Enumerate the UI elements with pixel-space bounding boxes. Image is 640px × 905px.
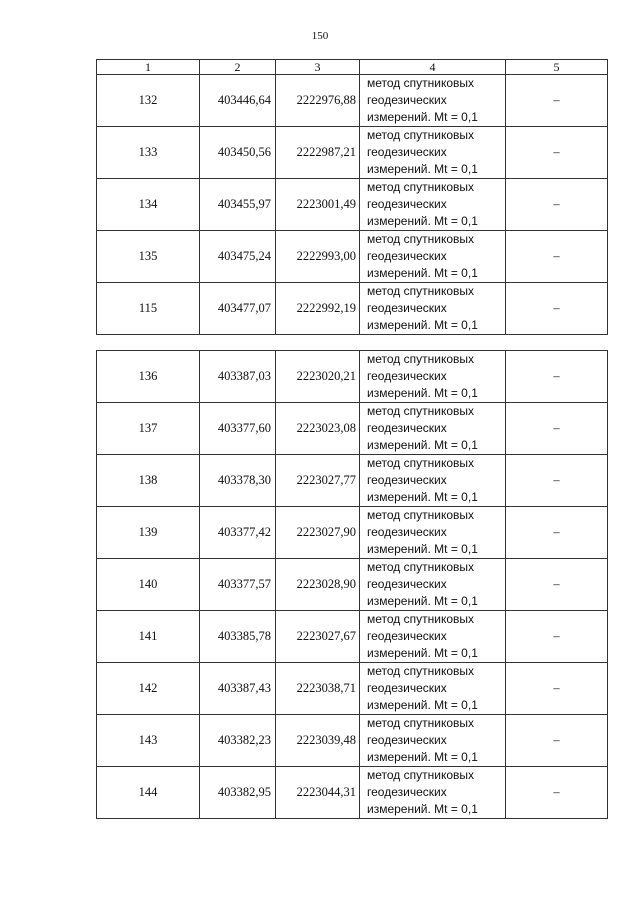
method-line: метод спутниковых (367, 180, 475, 194)
method-line: измерений. Mt = 0,1 (367, 438, 478, 452)
method-line: метод спутниковых (367, 284, 475, 298)
method-line: измерений. Mt = 0,1 (367, 594, 478, 608)
point-number-cell: 139 (97, 507, 200, 559)
method-line: метод спутниковых (367, 352, 475, 366)
method-line: метод спутниковых (367, 560, 475, 574)
method-line: метод спутниковых (367, 664, 475, 678)
method-cell (360, 283, 506, 335)
table-row (97, 559, 608, 611)
x-coordinate-cell: 403387,43 (200, 663, 276, 715)
header-col-3: 3 (276, 60, 360, 75)
page-number: 150 (311, 30, 329, 42)
dash-mark: – (553, 629, 560, 643)
table-row (97, 231, 608, 283)
dash-mark: – (553, 145, 560, 159)
x-coordinate-cell: 403446,64 (200, 75, 276, 127)
method-line: геодезических (367, 577, 447, 591)
method-line: геодезических (367, 681, 447, 695)
table-row (97, 283, 608, 335)
point-number-cell: 132 (97, 75, 200, 127)
note-cell (506, 455, 608, 507)
method-line: метод спутниковых (367, 76, 475, 90)
method-line: метод спутниковых (367, 128, 475, 142)
dash-mark: – (553, 421, 560, 435)
x-coordinate-cell: 403382,23 (200, 715, 276, 767)
point-number-cell: 136 (97, 351, 200, 403)
note-cell (506, 663, 608, 715)
note-cell (506, 507, 608, 559)
method-line: геодезических (367, 145, 447, 159)
note-cell (506, 179, 608, 231)
y-coordinate-cell: 2223001,49 (276, 179, 360, 231)
method-cell (360, 507, 506, 559)
note-cell (506, 127, 608, 179)
table-row (97, 611, 608, 663)
method-cell (360, 403, 506, 455)
dash-mark: – (553, 93, 560, 107)
point-number-cell: 140 (97, 559, 200, 611)
method-cell (360, 179, 506, 231)
method-line: геодезических (367, 733, 447, 747)
header-col-1: 1 (97, 60, 200, 75)
table-header-row (97, 60, 608, 75)
note-cell (506, 283, 608, 335)
dash-mark: – (553, 301, 560, 315)
method-line: измерений. Mt = 0,1 (367, 266, 478, 280)
dash-mark: – (553, 525, 560, 539)
y-coordinate-cell: 2222976,88 (276, 75, 360, 127)
method-line: метод спутниковых (367, 768, 475, 782)
method-line: геодезических (367, 197, 447, 211)
point-number-cell: 143 (97, 715, 200, 767)
method-cell (360, 559, 506, 611)
group-separator (97, 335, 608, 351)
method-line: измерений. Mt = 0,1 (367, 162, 478, 176)
point-number-cell: 137 (97, 403, 200, 455)
note-cell (506, 75, 608, 127)
header-col-2: 2 (200, 60, 276, 75)
point-number-cell: 135 (97, 231, 200, 283)
note-cell (506, 351, 608, 403)
table-row (97, 403, 608, 455)
method-line: геодезических (367, 93, 447, 107)
y-coordinate-cell: 2223028,90 (276, 559, 360, 611)
method-line: измерений. Mt = 0,1 (367, 750, 478, 764)
point-number-cell: 142 (97, 663, 200, 715)
point-number-cell: 133 (97, 127, 200, 179)
table-row (97, 715, 608, 767)
x-coordinate-cell: 403378,30 (200, 455, 276, 507)
note-cell (506, 715, 608, 767)
method-line: измерений. Mt = 0,1 (367, 802, 478, 816)
dash-mark: – (553, 681, 560, 695)
method-line: метод спутниковых (367, 716, 475, 730)
point-number-cell: 144 (97, 767, 200, 819)
method-cell (360, 663, 506, 715)
header-col-4: 4 (360, 60, 506, 75)
dash-mark: – (553, 733, 560, 747)
y-coordinate-cell: 2223044,31 (276, 767, 360, 819)
method-line: метод спутниковых (367, 456, 475, 470)
y-coordinate-cell: 2223027,90 (276, 507, 360, 559)
method-line: измерений. Mt = 0,1 (367, 214, 478, 228)
table-row (97, 351, 608, 403)
header-col-5: 5 (506, 60, 608, 75)
point-number-cell: 141 (97, 611, 200, 663)
method-cell (360, 127, 506, 179)
y-coordinate-cell: 2222987,21 (276, 127, 360, 179)
method-cell (360, 231, 506, 283)
y-coordinate-cell: 2223027,67 (276, 611, 360, 663)
y-coordinate-cell: 2223020,21 (276, 351, 360, 403)
table-row (97, 507, 608, 559)
method-line: геодезических (367, 301, 447, 315)
method-line: измерений. Mt = 0,1 (367, 490, 478, 504)
x-coordinate-cell: 403477,07 (200, 283, 276, 335)
coordinates-table (96, 59, 608, 819)
method-line: геодезических (367, 473, 447, 487)
point-number-cell: 138 (97, 455, 200, 507)
table-row (97, 75, 608, 127)
method-line: измерений. Mt = 0,1 (367, 386, 478, 400)
method-line: геодезических (367, 421, 447, 435)
method-line: измерений. Mt = 0,1 (367, 110, 478, 124)
method-line: метод спутниковых (367, 612, 475, 626)
method-line: метод спутниковых (367, 404, 475, 418)
y-coordinate-cell: 2222992,19 (276, 283, 360, 335)
point-number-cell: 134 (97, 179, 200, 231)
method-line: метод спутниковых (367, 232, 475, 246)
method-line: измерений. Mt = 0,1 (367, 318, 478, 332)
method-cell (360, 611, 506, 663)
note-cell (506, 611, 608, 663)
group-separator-row (97, 335, 608, 351)
x-coordinate-cell: 403387,03 (200, 351, 276, 403)
dash-mark: – (553, 785, 560, 799)
dash-mark: – (553, 473, 560, 487)
note-cell (506, 767, 608, 819)
dash-mark: – (553, 369, 560, 383)
method-cell (360, 767, 506, 819)
method-line: измерений. Mt = 0,1 (367, 646, 478, 660)
note-cell (506, 231, 608, 283)
method-line: измерений. Mt = 0,1 (367, 698, 478, 712)
table-row (97, 455, 608, 507)
x-coordinate-cell: 403385,78 (200, 611, 276, 663)
x-coordinate-cell: 403450,56 (200, 127, 276, 179)
note-cell (506, 403, 608, 455)
method-line: геодезических (367, 785, 447, 799)
x-coordinate-cell: 403377,57 (200, 559, 276, 611)
x-coordinate-cell: 403377,60 (200, 403, 276, 455)
method-line: геодезических (367, 525, 447, 539)
method-line: измерений. Mt = 0,1 (367, 542, 478, 556)
method-line: метод спутниковых (367, 508, 475, 522)
method-line: геодезических (367, 629, 447, 643)
dash-mark: – (553, 577, 560, 591)
method-line: геодезических (367, 369, 447, 383)
note-cell (506, 559, 608, 611)
dash-mark: – (553, 197, 560, 211)
x-coordinate-cell: 403377,42 (200, 507, 276, 559)
method-line: геодезических (367, 249, 447, 263)
y-coordinate-cell: 2223027,77 (276, 455, 360, 507)
table-row (97, 179, 608, 231)
method-cell (360, 351, 506, 403)
y-coordinate-cell: 2222993,00 (276, 231, 360, 283)
table-row (97, 127, 608, 179)
method-cell (360, 75, 506, 127)
table-row (97, 767, 608, 819)
x-coordinate-cell: 403382,95 (200, 767, 276, 819)
table-row (97, 663, 608, 715)
point-number-cell: 115 (97, 283, 200, 335)
x-coordinate-cell: 403455,97 (200, 179, 276, 231)
y-coordinate-cell: 2223038,71 (276, 663, 360, 715)
dash-mark: – (553, 249, 560, 263)
method-cell (360, 455, 506, 507)
y-coordinate-cell: 2223023,08 (276, 403, 360, 455)
method-cell (360, 715, 506, 767)
y-coordinate-cell: 2223039,48 (276, 715, 360, 767)
x-coordinate-cell: 403475,24 (200, 231, 276, 283)
